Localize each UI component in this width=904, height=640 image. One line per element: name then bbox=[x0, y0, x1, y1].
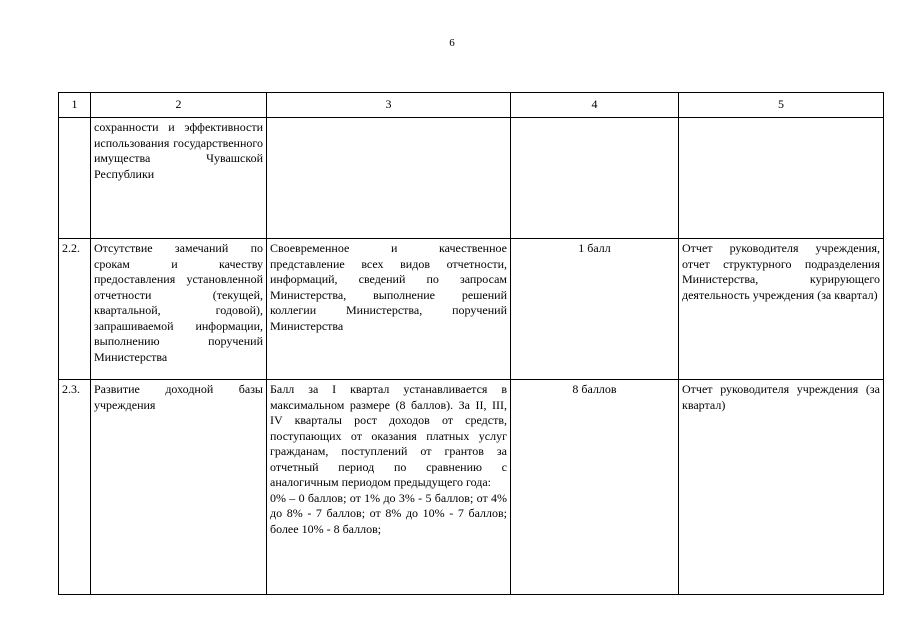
table-row bbox=[59, 380, 884, 595]
source-cell: Отчет руководителя учреждения, отчет структурного подразделения Министерства, курирующего деятельность учреждения (за квартал) bbox=[679, 239, 884, 380]
column-header: 4 bbox=[511, 93, 679, 118]
condition-text: Балл за I квартал устанавливается в максимальном размере (8 баллов). За II, III, IV кварталы рост доходов от средств, поступающих от оказания платных услуг гражданам, поступлений от грантов за отчетный период по сравнению с аналогичным периодом предыдущего года: bbox=[270, 382, 507, 489]
page-number: 6 bbox=[449, 37, 455, 49]
row-number: 2.3. bbox=[59, 380, 91, 595]
condition-scale-text: 0% – 0 баллов; от 1% до 3% - 5 баллов; от 4% до 8% - 7 баллов; от 8% до 10% - 7 баллов; более 10% - 8 баллов; bbox=[270, 490, 507, 536]
criterion-cell: Отсутствие замечаний по срокам и качеству предоставления установленной отчетности (текущей, квартальной, годовой), запрашиваемой информации, выполнению поручений Министерства bbox=[91, 239, 267, 380]
column-header: 5 bbox=[679, 93, 884, 118]
criteria-table bbox=[58, 92, 884, 595]
condition-cell bbox=[267, 118, 511, 239]
table-row bbox=[59, 118, 884, 239]
source-cell bbox=[679, 118, 884, 239]
column-header: 3 bbox=[267, 93, 511, 118]
column-header: 1 bbox=[59, 93, 91, 118]
condition-cell: Своевременное и качественное представление всех видов отчетности, информаций, сведений по запросам Министерства, выполнение решений коллегии Министерства, поручений Министерства bbox=[267, 239, 511, 380]
row-number bbox=[59, 118, 91, 239]
score-cell bbox=[511, 118, 679, 239]
score-cell: 1 балл bbox=[511, 239, 679, 380]
criterion-cell: сохранности и эффективности использования государственного имущества Чувашской Республики bbox=[91, 118, 267, 239]
source-cell: Отчет руководителя учреждения (за квартал) bbox=[679, 380, 884, 595]
column-header: 2 bbox=[91, 93, 267, 118]
table-header-row bbox=[59, 93, 884, 118]
criterion-cell: Развитие доходной базы учреждения bbox=[91, 380, 267, 595]
table-row bbox=[59, 239, 884, 380]
row-number: 2.2. bbox=[59, 239, 91, 380]
condition-cell bbox=[267, 380, 511, 595]
score-cell: 8 баллов bbox=[511, 380, 679, 595]
